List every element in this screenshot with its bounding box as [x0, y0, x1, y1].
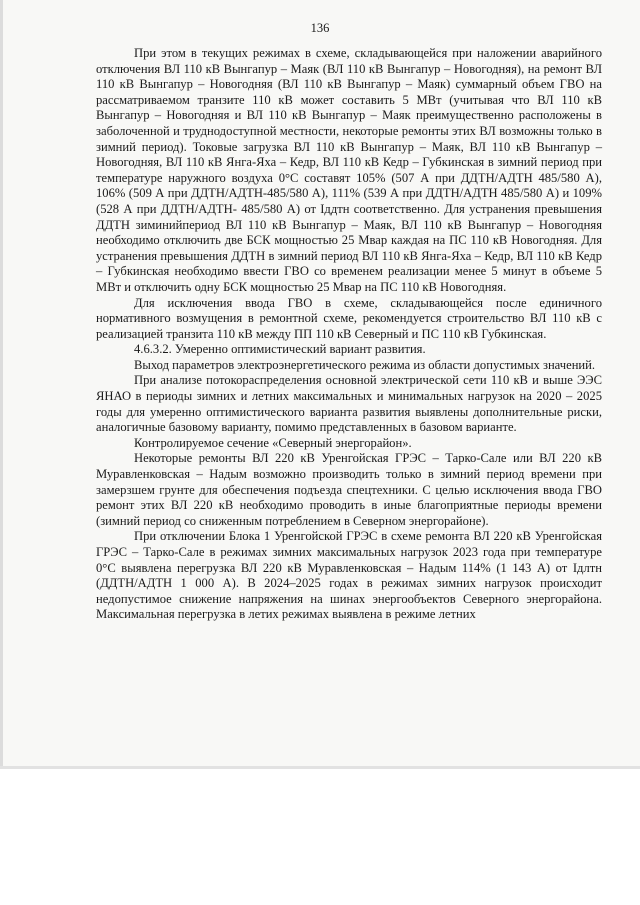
paragraph-current-modes: При этом в текущих режимах в схеме, складывающейся при наложении аварийного отключения ВЛ 110 кВ Вынгапур – Маяк (ВЛ 110 кВ Вынгапур – Новогодняя), на ремонт ВЛ 110 кВ Вынгапур – Новогодняя (ВЛ 110 кВ Вынгапур – Маяк) суммарный объем ГВО на рассматриваемом транзите 110 кВ может составить 5 МВт (учитывая что ВЛ 110 кВ Вынгапур – Новогодняя и ВЛ 110 кВ Вынгапур – Маяк преимущественно расположены в заболоченной и труднодоступной местности, некоторые ремонты этих ВЛ возможны только в зимний период). Токовые загрузка ВЛ 110 кВ Вынгапур – Маяк, ВЛ 110 кВ Вынгапур – Новогодняя, ВЛ 110 кВ Янга-Яха – Кедр, ВЛ 110 кВ Кедр – Губкинская в зимний период при температуре наружного воздуха 0°С составят 105% (507 А при ДДТН/АДТН 485/580 А), 106% (509 А при ДДТН/АДТН-485/580 А), 111% (539 А при ДДТН/АДТН 485/580 А) и 109% (528 А при ДДТН/АДТН- 485/580 А) от Iддтн соответственно. Для устранения превышения ДДТН зиминийпериод ВЛ 110 кВ Вынгапур – Маяк, ВЛ 110 кВ Вынгапур – Новогодняя необходимо отключить две БСК мощностью 25 Мвар каждая на ПС 110 кВ Новогодняя. Для устранения превышения ДДТН в зимний период ВЛ 110 кВ Янга-Яха – Кедр, ВЛ 110 кВ Кедр – Губкинская необходимо ввести ГВО со временем реализации менее 5 минут в объеме 5 МВт и отключить одну БСК мощностью 25 Мвар на ПС 110 кВ Новогодняя.	[96, 46, 602, 294]
paragraph-flow-analysis: При анализе потокораспределения основной электрической сети 110 кВ и выше ЭЭС ЯНАО в периоды зимних и летних максимальных и минимальных нагрузок на 2020 – 2025 годы для умеренно оптимистического варианта развития выявлены дополнительные риски, аналогичные базовому варианту, помимо представленных в базовом варианте.	[96, 373, 602, 435]
paragraph-parameters-out-of-range: Выход параметров электроэнергетического режима из области допустимых значений.	[134, 357, 596, 372]
paragraph-block-1-outage: При отключении Блока 1 Уренгойской ГРЭС в схеме ремонта ВЛ 220 кВ Уренгойская ГРЭС – Тарко-Сале в режимах зимних максимальных нагрузок 2023 года при температуре 0°С выявлена перегрузка ВЛ 220 кВ Муравленковская – Надым 114% (1 143 А) от Iдлтн (ДДТН/АДТН 1 000 А). В 2024–2025 годах в режимах зимних нагрузок происходит недопустимое снижение напряжения на шинах энергообъектов Северного энергорайона. Максимальная перегрузка в летих режимах выявлена в режиме летних	[96, 529, 602, 622]
scan-bottom-edge	[0, 766, 640, 769]
paragraph-gvo-recommendation: Для исключения ввода ГВО в схеме, складывающейся после единичного нормативного возмущения в ремонтной схеме, рекомендуется строительство ВЛ 110 кВ с реализацией транзита 110 кВ между ПП 110 кВ Северный и ПС 110 кВ Губкинская.	[96, 295, 602, 341]
scan-left-edge	[0, 0, 3, 768]
paragraph-repairs-220kv: Некоторые ремонты ВЛ 220 кВ Уренгойская ГРЭС – Тарко-Сале или ВЛ 220 кВ Муравленковская – Надым возможно производить только в зимний период времени при замерзшем грунте для обеспечения подъезда спецтехники. С целью исключения ввода ГВО ремонт этих ВЛ 220 кВ необходимо проводить в иные благоприятные периоды времени (зимний период со сниженным потреблением в Северном энергорайоне).	[96, 451, 602, 528]
section-heading-4-6-3-2: 4.6.3.2. Умеренно оптимистический вариант развития.	[134, 342, 426, 357]
document-body	[96, 46, 602, 623]
paragraph-controlled-section: Контролируемое сечение «Северный энергорайон».	[134, 435, 412, 450]
page-number: 136	[310, 21, 330, 35]
